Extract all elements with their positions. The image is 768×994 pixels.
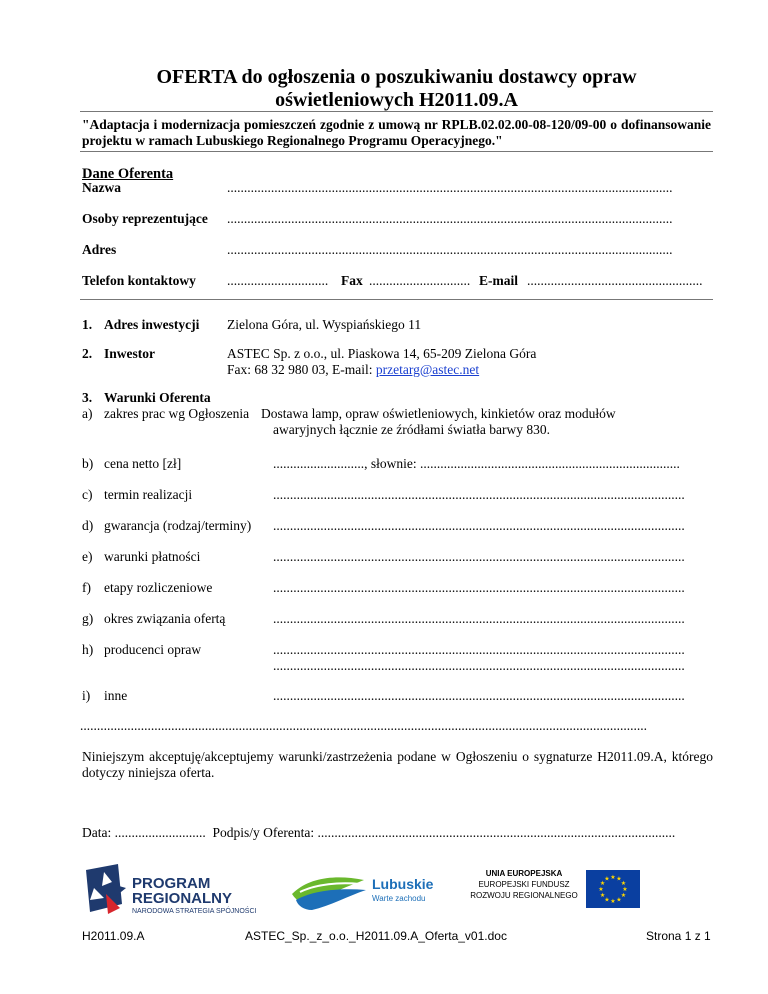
eu-star-icon: ★ [604, 897, 610, 904]
eu-star-icon: ★ [620, 893, 627, 899]
email-label: E-mail [479, 273, 518, 288]
program-regionalny-logo [82, 862, 282, 920]
email-field[interactable]: .................................................... [527, 273, 703, 288]
program-regionalny-emblem-icon [82, 864, 132, 920]
eu-star-icon: ★ [599, 893, 606, 899]
item-label: gwarancja (rodzaj/terminy) [104, 518, 252, 533]
telefon-field[interactable]: .............................. [227, 273, 329, 288]
price-dots[interactable]: ........................... [273, 456, 365, 471]
item-label: okres związania ofertą [104, 611, 226, 626]
data-label: Data: [82, 825, 115, 840]
section-3-label: Warunki Oferenta [104, 390, 211, 405]
item-field[interactable]: .......................................................................................................................... [273, 487, 685, 502]
item-field[interactable]: .......................................................................................................................... [273, 549, 685, 564]
item-label: termin realizacji [104, 487, 193, 502]
item-a-label: zakres prac wg Ogłoszenia [104, 406, 250, 421]
eu-line-3: ROZWOJU REGIONALNEGO [470, 891, 578, 900]
title-line-1: OFERTA do ogłoszenia o poszukiwaniu dostawcy opraw [156, 66, 637, 88]
item-h-extra-field[interactable]: .......................................................................................................................... [273, 658, 685, 673]
oferent-divider [80, 299, 713, 300]
item-label: etapy rozliczeniowe [104, 580, 213, 595]
footer-signature: H2011.09.A [82, 929, 145, 943]
item-b-label: cena netto [zł] [104, 456, 182, 471]
item-letter: g) [82, 611, 94, 626]
osoby-field[interactable]: .................................................................................................................................... [227, 211, 673, 226]
eu-star-icon: ★ [616, 876, 622, 883]
extra-line-field[interactable]: ........................................................................................................................................................................ [80, 718, 647, 733]
eu-flag-icon [586, 870, 640, 908]
eu-star-icon: ★ [610, 899, 616, 905]
data-field[interactable]: ........................... [114, 825, 206, 840]
title-divider [80, 111, 713, 112]
eu-star-icon: ★ [604, 876, 610, 883]
adres-label: Adres [82, 242, 117, 257]
signature-line [82, 825, 713, 841]
slownie-dots[interactable]: ............................................................................. [420, 456, 680, 471]
program-line-2: REGIONALNY [132, 890, 233, 907]
item-field[interactable]: .......................................................................................................................... [273, 580, 685, 595]
eu-star-icon: ★ [599, 881, 606, 887]
adres-field[interactable]: .................................................................................................................................... [227, 242, 673, 257]
program-line-1: PROGRAM [132, 875, 211, 892]
section-1-label: Adres inwestycji [104, 317, 200, 332]
item-field[interactable]: .......................................................................................................................... [273, 611, 685, 626]
section-2-label: Inwestor [104, 346, 155, 361]
investor-address: ASTEC Sp. z o.o., ul. Piaskowa 14, 65-209 Zielona Góra [227, 346, 537, 361]
investor-fax: Fax: 68 32 980 03, E-mail: [227, 362, 376, 377]
item-letter: f) [82, 580, 91, 595]
item-letter: c) [82, 487, 93, 502]
item-label: producenci opraw [104, 642, 202, 657]
eu-star-icon: ★ [598, 887, 604, 893]
slownie-label: , słownie: [364, 456, 420, 471]
item-b-letter: b) [82, 456, 94, 471]
podpis-field[interactable]: .......................................................................................................... [317, 825, 676, 840]
section-2-number: 2. [82, 346, 93, 361]
eu-star-icon: ★ [622, 887, 628, 893]
footer-filename: ASTEC_Sp._z_o.o._H2011.09.A_Oferta_v01.doc [245, 929, 507, 943]
program-line-3: NARODOWA STRATEGIA SPÓJNOŚCI [132, 908, 257, 915]
telefon-label: Telefon kontaktowy [82, 273, 196, 288]
section-1-number: 1. [82, 317, 93, 332]
item-a-value-2: awaryjnych łącznie ze źródłami światła barwy 830. [273, 422, 551, 437]
acceptance-text: Niniejszym akceptuję/akceptujemy warunki/zastrzeżenia podane w Ogłoszeniu o sygnaturze H2011.09.A, którego dotyczy niniejsza oferta. [82, 749, 713, 780]
item-i-label: inne [104, 688, 128, 703]
item-letter: h) [82, 642, 94, 657]
nazwa-field[interactable]: .................................................................................................................................... [227, 180, 673, 195]
project-divider [80, 151, 713, 152]
item-i-field[interactable]: .......................................................................................................................... [273, 688, 685, 703]
fax-label: Fax [341, 273, 363, 288]
lubuskie-wave-icon [290, 872, 368, 914]
footer-page-number: Strona 1 z 1 [646, 929, 711, 943]
section-3-number: 3. [82, 390, 93, 405]
project-description: "Adaptacja i modernizacja pomieszczeń zgodnie z umową nr RPLB.02.02.00-08-120/09-00 o dofinansowanie projektu w ramach Lubuskiego Regionalnego Programu Operacyjnego." [82, 117, 711, 148]
item-label: warunki płatności [104, 549, 201, 564]
eu-text-block [468, 868, 580, 912]
osoby-label: Osoby reprezentujące [82, 211, 208, 226]
nazwa-label: Nazwa [82, 180, 121, 195]
title-line-2: oświetleniowych H2011.09.A [275, 89, 518, 111]
item-i-letter: i) [82, 688, 91, 703]
eu-star-icon: ★ [616, 897, 622, 904]
item-field[interactable]: .......................................................................................................................... [273, 518, 685, 533]
eu-star-icon: ★ [610, 875, 616, 881]
eu-star-icon: ★ [620, 881, 627, 887]
lubuskie-slogan: Warte zachodu [372, 894, 426, 903]
oferent-heading: Dane Oferenta [82, 166, 174, 182]
item-a-letter: a) [82, 406, 93, 421]
item-a-value-1: Dostawa lamp, opraw oświetleniowych, kinkietów oraz modułów [261, 406, 616, 421]
eu-line-1: UNIA EUROPEJSKA [485, 869, 563, 878]
item-letter: e) [82, 549, 93, 564]
investor-contact [227, 362, 479, 378]
item-b-field[interactable] [273, 456, 713, 472]
document-title [80, 66, 713, 112]
lubuskie-logo [290, 868, 440, 916]
section-1-value: Zielona Góra, ul. Wyspiańskiego 11 [227, 317, 422, 332]
item-letter: d) [82, 518, 94, 533]
eu-line-2: EUROPEJSKI FUNDUSZ [478, 880, 570, 889]
lubuskie-name: Lubuskie [372, 876, 434, 892]
item-field[interactable]: .......................................................................................................................... [273, 642, 685, 657]
investor-email-link[interactable]: przetarg@astec.net [375, 362, 480, 377]
fax-field[interactable]: .............................. [369, 273, 471, 288]
podpis-label: Podpis/y Oferenta: [212, 825, 318, 840]
